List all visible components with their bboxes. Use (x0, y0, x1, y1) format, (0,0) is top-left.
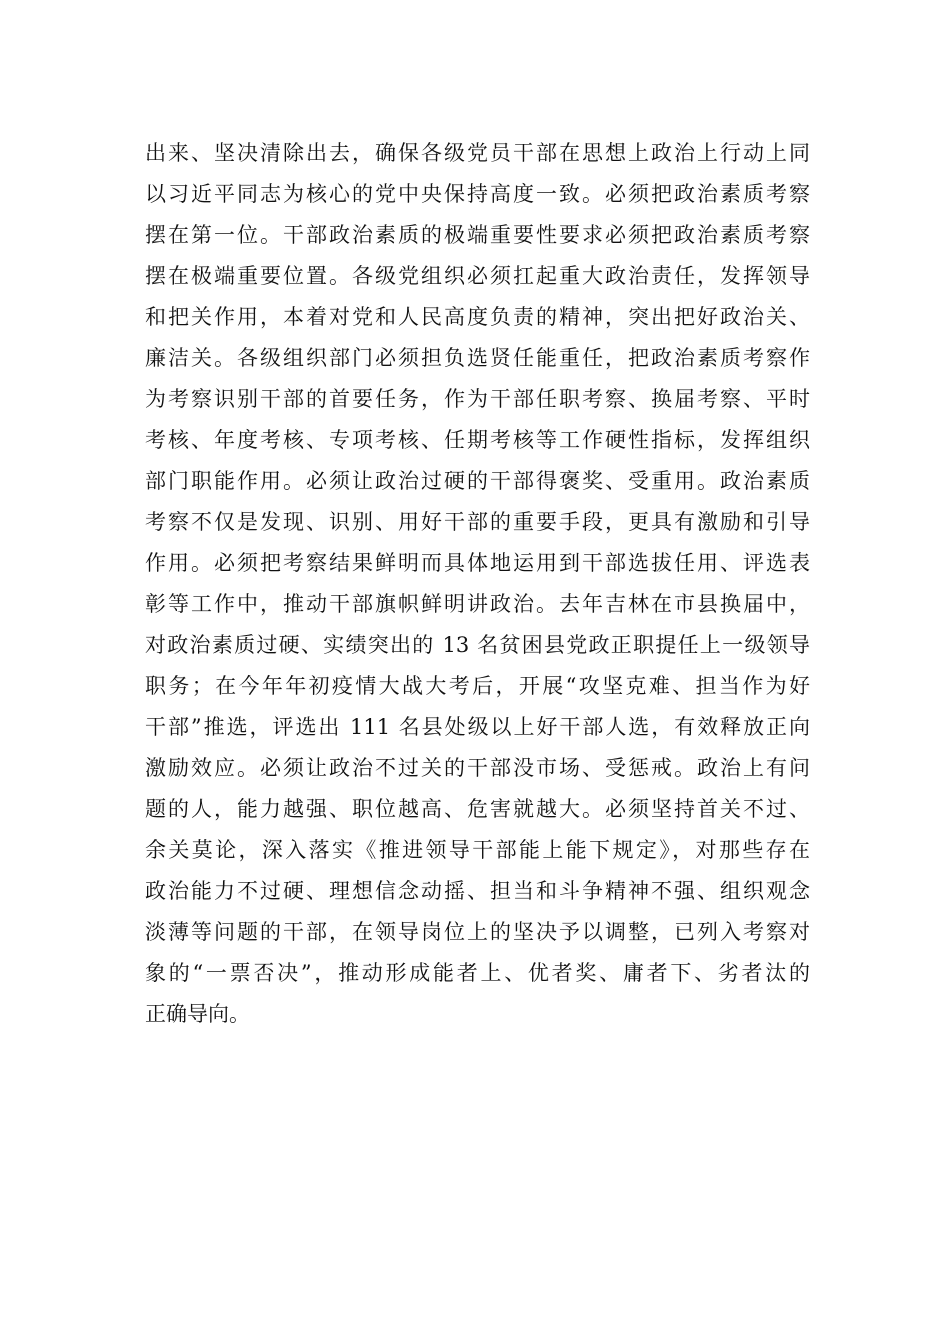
text-line: 摆在第一位。干部政治素质的极端重要性要求必须把政治素质考察 (145, 223, 810, 247)
text-line: 作用。必须把考察结果鲜明而具体地运用到干部选拔任用、评选表 (145, 551, 810, 575)
text-line: 题的人，能力越强、职位越高、危害就越大。必须坚持首关不过、 (145, 797, 810, 821)
text-line: 摆在极端重要位置。各级党组织必须扛起重大政治责任，发挥领导 (145, 264, 810, 288)
text-line: 职务；在今年年初疫情大战大考后，开展“攻坚克难、担当作为好 (145, 674, 810, 698)
text-line: 淡薄等问题的干部，在领导岗位上的坚决予以调整，已列入考察对 (145, 920, 810, 944)
text-line: 为考察识别干部的首要任务，作为干部任职考察、换届考察、平时 (145, 387, 810, 411)
text-line: 正确导向。 (145, 1002, 250, 1026)
text-line: 考察不仅是发现、识别、用好干部的重要手段，更具有激励和引导 (145, 510, 810, 534)
text-line: 廉洁关。各级组织部门必须担负选贤任能重任，把政治素质考察作 (145, 346, 810, 370)
text-line: 部门职能作用。必须让政治过硬的干部得褒奖、受重用。政治素质 (145, 469, 810, 493)
text-line: 以习近平同志为核心的党中央保持高度一致。必须把政治素质考察 (145, 182, 810, 206)
text-line: 余关莫论，深入落实《推进领导干部能上能下规定》，对那些存在 (145, 838, 810, 862)
text-line: 考核、年度考核、专项考核、任期考核等工作硬性指标，发挥组织 (145, 428, 810, 452)
text-line: 象的“一票否决”，推动形成能者上、优者奖、庸者下、劣者汰的 (145, 961, 810, 985)
text-line: 干部”推选，评选出 111 名县处级以上好干部人选，有效释放正向 (145, 715, 810, 739)
text-line: 激励效应。必须让政治不过关的干部没市场、受惩戒。政治上有问 (145, 756, 810, 780)
text-line: 对政治素质过硬、实绩突出的 13 名贫困县党政正职提任上一级领导 (145, 633, 810, 657)
text-line: 出来、坚决清除出去，确保各级党员干部在思想上政治上行动上同 (145, 141, 810, 165)
text-line: 彰等工作中，推动干部旗帜鲜明讲政治。去年吉林在市县换届中， (145, 592, 810, 616)
text-line: 和把关作用，本着对党和人民高度负责的精神，突出把好政治关、 (145, 305, 810, 329)
text-line: 政治能力不过硬、理想信念动摇、担当和斗争精神不强、组织观念 (145, 879, 810, 903)
body-paragraph (145, 133, 810, 1035)
